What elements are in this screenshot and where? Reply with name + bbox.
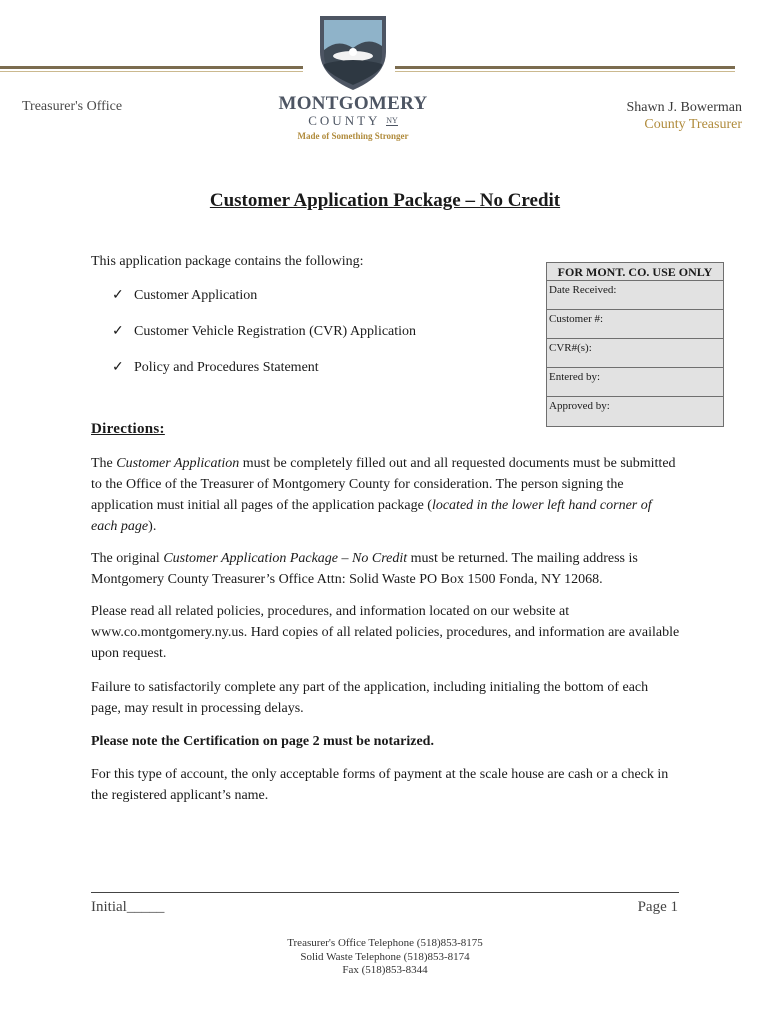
paragraph-website: Please read all related policies, procedures, and information located on our website at www.co.montgomery.ny.us. Hard copies of all related policies, procedures, and information are available upon request. (91, 604, 680, 661)
checkmark-icon: ✓ (112, 360, 124, 375)
paragraph-application-instructions (91, 453, 681, 537)
intro-text: This application package contains the following: (91, 254, 364, 269)
logo-county-name: MONTGOMERY (278, 93, 428, 114)
office-use-field-approved-by: Approved by: (549, 400, 610, 412)
p1-location-note: located in the lower left hand corner of each page (91, 498, 652, 534)
paragraph-delays: Failure to satisfactorily complete any part of the application, including initialing the bottom of each page, may result in processing delays. (91, 680, 649, 716)
footer-solid-waste-phone: Solid Waste Telephone (518)853-8174 (300, 950, 470, 963)
checkmark-icon: ✓ (112, 288, 124, 303)
checkmark-icon: ✓ (112, 324, 124, 339)
checklist-item (112, 323, 416, 340)
office-use-field-entered-by: Entered by: (547, 368, 723, 397)
p1-text-a: The (91, 456, 117, 471)
header-rule-right (395, 66, 735, 69)
office-use-field-date-received: Date Received: (547, 281, 723, 310)
initial-field: Initial_____ (91, 899, 165, 915)
p2-text-a: The original (91, 551, 164, 566)
checklist-label: Policy and Procedures Statement (134, 360, 319, 375)
page-title: Customer Application Package – No Credit (209, 190, 561, 211)
logo-state: NY (386, 116, 398, 125)
header-rule-left (0, 66, 303, 69)
p1-doc-name: Customer Application (116, 456, 240, 471)
official-block (627, 99, 743, 133)
page-number: Page 1 (637, 899, 678, 915)
checklist-label: Customer Application (134, 288, 258, 303)
official-title: County Treasurer (644, 117, 742, 132)
header-rule-right-accent (395, 71, 735, 72)
footer-contact (0, 937, 770, 978)
footer-treasurer-phone: Treasurer's Office Telephone (518)853-8175 (287, 937, 483, 949)
logo-tagline: Made of Something Stronger (297, 131, 409, 141)
p2-package-name: Customer Application Package – No Credit (163, 551, 408, 566)
office-label: Treasurer's Office (22, 99, 123, 114)
county-shield-icon (278, 12, 428, 92)
office-use-field-customer-number: Customer #: (547, 310, 723, 339)
checklist-item (112, 287, 257, 304)
logo-county-word: COUNTY (308, 113, 380, 128)
paragraph-mailing-address (91, 548, 681, 590)
p1-text-c: must be completely filled out and all requested documents must be submitted to the Office of the Treasurer of Montgomery County for consideration. The person signing the application must initial all pages of the application package ( (91, 456, 676, 513)
office-use-box (546, 262, 724, 427)
paragraph-payment: For this type of account, the only acceptable forms of payment at the scale house are cash or a check in the registered applicant’s name. (91, 767, 669, 803)
office-use-heading: FOR MONT. CO. USE ONLY (547, 263, 723, 281)
p1-text-e: ). (148, 519, 157, 534)
header-rule-left-accent (0, 71, 303, 72)
paragraph-notarized-note: Please note the Certification on page 2 must be notarized. (91, 734, 434, 749)
directions-heading: Directions: (91, 421, 165, 437)
logo-county-sub (278, 113, 428, 129)
official-name: Shawn J. Bowerman (626, 100, 742, 115)
p2-text-c: must be returned. The mailing address is Montgomery County Treasurer’s Office Attn: Solid Waste PO Box 1500 Fonda, NY 12068. (91, 551, 638, 587)
footer-fax: Fax (518)853-8344 (342, 964, 428, 976)
signature-line (91, 892, 679, 893)
checklist-label: Customer Vehicle Registration (CVR) Application (134, 324, 417, 339)
office-use-field-cvr: CVR#(s): (547, 339, 723, 368)
checklist-item (112, 359, 319, 376)
